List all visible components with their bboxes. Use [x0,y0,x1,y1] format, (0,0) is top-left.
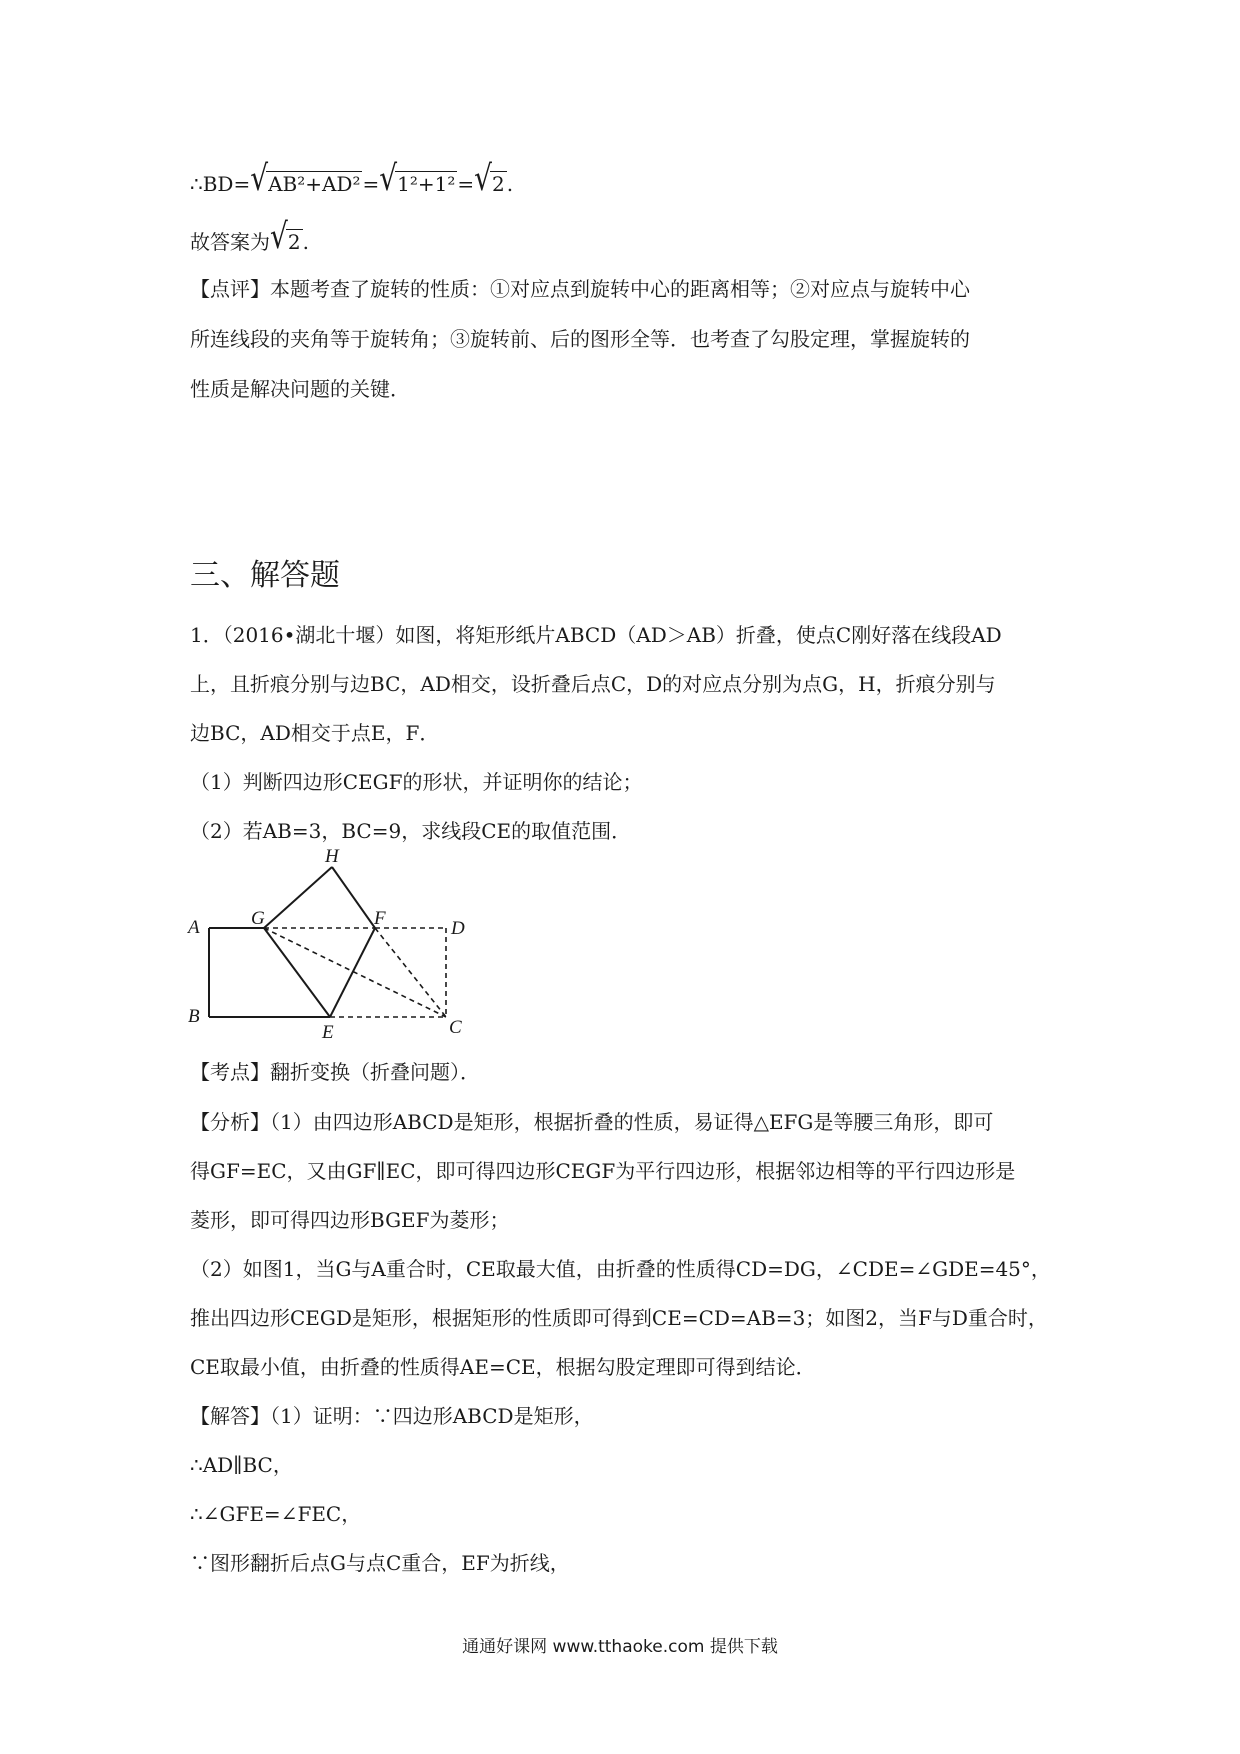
comment-line-3: 性质是解决问题的关键． [190,377,410,401]
answer-sqrt: √2 [270,215,301,257]
kaodian-line: 【考点】翻折变换（折叠问题）． [190,1060,480,1084]
comment-line-1: 【点评】本题考查了旋转的性质：①对应点到旋转中心的距离相等；②对应点与旋转中心 [190,277,970,301]
dashed-fc [375,928,446,1017]
label-f: F [374,908,386,929]
analysis-line-2: 得GF=EC，又由GF∥EC，即可得四边形CEGF为平行四边形，根据邻边相等的平行四边形是 [190,1159,1016,1183]
comment-line-2: 所连线段的夹角等于旋转角；③旋转前、后的图形全等．也考查了勾股定理，掌握旋转的 [190,327,970,351]
folding-figure [185,845,485,1045]
segment-gh [264,867,332,928]
sqrt-one-one: √1²+1² [379,157,456,199]
answer-line [190,215,309,257]
solution-line-2: ∴AD∥BC， [190,1453,293,1477]
label-c: C [449,1017,462,1038]
sqrt-two: √2 [474,157,505,199]
analysis-line-4: （2）如图1，当G与A重合时，CE取最大值，由折叠的性质得CD=DG，∠CDE=∠GDE=45°， [190,1257,1051,1281]
analysis-line-3: 菱形，即可得四边形BGEF为菱形； [190,1208,510,1232]
solution-line-4: ∵图形翻折后点G与点C重合，EF为折线， [190,1551,570,1575]
analysis-line-1: 【分析】（1）由四边形ABCD是矩形，根据折叠的性质，易证得△EFG是等腰三角形，即可 [190,1110,994,1134]
analysis-line-5: 推出四边形CEGD是矩形，根据矩形的性质即可得到CE=CD=AB=3；如图2，当F与D重合时， [190,1306,1048,1330]
equals-1: = [362,172,380,196]
sqrt-ab-ad: √AB²+AD² [250,157,361,199]
equals-2: = [457,172,475,196]
radicand-two: 2 [491,172,505,196]
formula-end: . [506,172,514,196]
question-1: （1）判断四边形CEGF的形状，并证明你的结论； [190,770,643,794]
bd-formula [190,157,514,199]
solution-line-3: ∴∠GFE=∠FEC， [190,1502,362,1526]
radicand-ab-ad: AB²+AD² [268,172,361,196]
segment-fe [330,928,375,1017]
dashed-gc [264,928,446,1017]
formula-prefix: ∴BD= [190,172,251,196]
label-g: G [251,908,265,929]
label-e: E [322,1022,334,1043]
section-title: 三、解答题 [190,558,340,593]
analysis-line-6: CE取最小值，由折叠的性质得AE=CE，根据勾股定理即可得到结论． [190,1355,816,1379]
answer-end: . [302,230,309,254]
answer-prefix: 故答案为 [190,230,270,254]
problem-line-2: 上，且折痕分别与边BC，AD相交，设折叠后点C，D的对应点分别为点G，H，折痕分别与 [190,672,996,696]
problem-line-1: 1．（2016•湖北十堰）如图，将矩形纸片ABCD（AD＞AB）折叠，使点C刚好落在线段AD [190,623,1002,647]
solution-line-1: 【解答】（1）证明：∵四边形ABCD是矩形， [190,1404,594,1428]
question-2: （2）若AB=3，BC=9，求线段CE的取值范围． [190,819,632,843]
label-d: D [451,918,465,939]
segment-hf [332,867,375,928]
segment-eg [264,928,330,1017]
radicand-one-one: 1²+1² [397,172,456,196]
answer-radicand: 2 [287,230,301,254]
problem-line-3: 边BC，AD相交于点E，F． [190,721,440,745]
label-b: B [188,1006,200,1027]
label-h: H [325,846,339,867]
footer-credit: 通通好课网 www.tthaoke.com 提供下载 [462,1637,778,1657]
label-a: A [188,917,200,938]
